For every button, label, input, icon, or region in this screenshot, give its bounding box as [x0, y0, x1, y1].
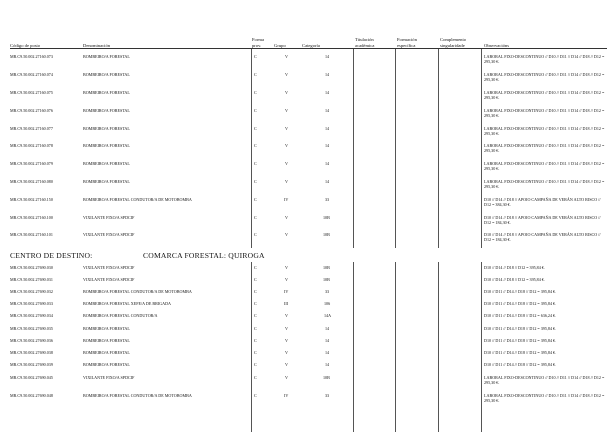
divider — [395, 262, 396, 432]
divider — [481, 262, 482, 432]
cell-denominacion: BOMBEIRO/A FORESTAL — [83, 362, 130, 367]
cell-forma: C — [254, 277, 257, 282]
cell-forma: C — [254, 197, 257, 202]
cell-codigo: MR.C9.50.002.27160.074 — [10, 72, 53, 77]
cell-forma: C — [254, 108, 257, 113]
cell-forma: C — [254, 72, 257, 77]
cell-denominacion: VIXILANTE FIXO/A SPDCIF — [83, 215, 135, 220]
section-heading — [10, 251, 265, 260]
cell-categoria: 33 — [325, 393, 330, 398]
cell-grupo: V — [285, 350, 288, 355]
cell-categoria: 10B — [323, 215, 330, 220]
cell-forma: C — [254, 289, 257, 294]
cell-forma: C — [254, 215, 257, 220]
cell-observacions: LABORAL FIXO-DESCONTINUO // D10 // D11 // D14 // D18 // D12 = 295,30 €. — [484, 54, 605, 64]
cell-denominacion: BOMBEIRO/A FORESTAL — [83, 326, 130, 331]
cell-forma: C — [254, 350, 257, 355]
header-titulacion — [355, 37, 374, 48]
cell-denominacion: BOMBEIRO/A FORESTAL — [83, 54, 130, 59]
cell-codigo: MR.C9.50.002.27160.077 — [10, 126, 53, 131]
header-forma-line2: prov. — [252, 42, 262, 48]
cell-forma: C — [254, 232, 257, 237]
cell-denominacion: VIXILANTE FIXO/A SPDCIF — [83, 232, 135, 237]
cell-observacions: D10 // D11 // D14 // D18 // D12 = 395,84 €. — [484, 362, 557, 367]
cell-denominacion: VIXILANTE FIXO/A SPDCIF — [83, 375, 135, 380]
cell-grupo: V — [285, 108, 288, 113]
cell-codigo: MR.C9.50.002.27690.036 — [10, 338, 53, 343]
cell-codigo: MR.C9.50.002.27160.100 — [10, 215, 53, 220]
header-forma-line1: Forma — [252, 37, 264, 43]
cell-forma: C — [254, 338, 257, 343]
cell-denominacion: BOMBEIRO/A FORESTAL — [83, 350, 130, 355]
header-observacions: Observacións — [484, 42, 510, 48]
section-value: COMARCA FORESTAL: QUIROGA — [143, 251, 265, 260]
cell-denominacion: BOMBEIRO/A FORESTAL — [83, 161, 130, 166]
cell-grupo: V — [285, 72, 288, 77]
cell-categoria: 14 — [325, 338, 330, 343]
cell-forma: C — [254, 143, 257, 148]
header-complemento-line2: singularidade — [440, 42, 465, 48]
cell-grupo: V — [285, 313, 288, 318]
cell-denominacion: BOMBEIRO/A FORESTAL CONDUTOR/A DE MOTOBOMBA — [83, 289, 192, 294]
cell-grupo: V — [285, 179, 288, 184]
cell-denominacion: BOMBEIRO/A FORESTAL — [83, 143, 130, 148]
cell-forma: C — [254, 126, 257, 131]
header-denominacion: Denominación — [83, 42, 111, 48]
cell-observacions: D10 // D11 // D14 // D18 // D12 = 395,84 €. — [484, 350, 557, 355]
cell-categoria: 14 — [325, 350, 330, 355]
header-categoria: Categoría — [302, 42, 320, 48]
cell-observacions: D10 // D14 // D18 // D12 = 395,84 €. — [484, 265, 545, 270]
cell-codigo: MR.C9.50.002.27690.038 — [10, 350, 53, 355]
divider — [481, 49, 482, 248]
divider — [251, 49, 252, 248]
cell-forma: C — [254, 362, 257, 367]
cell-categoria: 14 — [325, 72, 330, 77]
cell-observacions: D10 // D14 // D18 // APOIO CAMPAÑA DE VERÁN ALTO RISCO // D12 = 184,30 €. — [484, 215, 601, 225]
cell-grupo: V — [285, 126, 288, 131]
cell-categoria: 14 — [325, 90, 330, 95]
cell-forma: C — [254, 90, 257, 95]
cell-codigo: MR.C9.50.002.27690.035 — [10, 326, 53, 331]
cell-grupo: V — [285, 161, 288, 166]
cell-observacions: LABORAL FIXO-DESCONTINUO // D10 // D11 // D14 // D18 // D12 = 295,30 €. — [484, 108, 605, 118]
cell-observacions: D10 // D11 // D14 // D18 // D12 = 395,84 €. — [484, 289, 557, 294]
cell-grupo: V — [285, 277, 288, 282]
cell-categoria: 33 — [325, 289, 330, 294]
cell-grupo: III — [284, 301, 289, 306]
divider — [353, 262, 354, 432]
cell-observacions: LABORAL FIXO-DESCONTINUO // D10 // D11 // D14 // D18 // D12 = 295,30 €. — [484, 393, 605, 403]
cell-denominacion: BOMBEIRO/A FORESTAL XEFE/A DE BRIGADA — [83, 301, 171, 306]
cell-denominacion: VIXILANTE FIXO/A SPDCIF — [83, 277, 135, 282]
cell-grupo: V — [285, 143, 288, 148]
header-rule — [10, 48, 607, 49]
cell-codigo: MR.C9.50.002.27160.076 — [10, 108, 53, 113]
cell-codigo: MR.C9.50.002.27690.031 — [10, 277, 53, 282]
cell-categoria: 10B — [323, 265, 330, 270]
cell-forma: C — [254, 179, 257, 184]
cell-categoria: 14 — [325, 326, 330, 331]
cell-denominacion: BOMBEIRO/A FORESTAL — [83, 90, 130, 95]
header-codigo: Código de posto — [10, 42, 41, 48]
cell-observacions: D10 // D11 // D14 // D18 // D12 = 395,84 €. — [484, 326, 557, 331]
cell-forma: C — [254, 301, 257, 306]
cell-codigo: MR.C9.50.002.27690.045 — [10, 375, 53, 380]
section-label: CENTRO DE DESTINO: — [10, 251, 93, 260]
cell-categoria: 14 — [325, 54, 330, 59]
cell-denominacion: BOMBEIRO/A FORESTAL — [83, 338, 130, 343]
cell-observacions: LABORAL FIXO-DESCONTINUO // D10 // D11 // D14 // D18 // D12 = 295,30 €. — [484, 90, 605, 100]
header-formacion-line2: específica — [397, 42, 416, 48]
cell-grupo: IV — [284, 197, 289, 202]
divider — [438, 262, 439, 432]
cell-denominacion: VIXILANTE FIXO/A SPDCIF — [83, 265, 135, 270]
cell-observacions: D10 // D14 // D18 // APOIO CAMPAÑA DE VERÁN ALTO RISCO // D12 = 184,30 €. — [484, 232, 601, 242]
cell-codigo: MR.C9.50.002.27160.078 — [10, 143, 53, 148]
cell-grupo: V — [285, 265, 288, 270]
header-titulacion-line1: Titulación — [355, 37, 374, 43]
cell-observacions: D10 // D11 // D14 // D18 // D12 = 395,84 €. — [484, 338, 557, 343]
cell-denominacion: BOMBEIRO/A FORESTAL — [83, 179, 130, 184]
cell-grupo: V — [285, 54, 288, 59]
header-forma — [252, 37, 264, 48]
cell-codigo: MR.C9.50.002.27690.039 — [10, 362, 53, 367]
cell-categoria: 14 — [325, 143, 330, 148]
cell-grupo: IV — [284, 289, 289, 294]
cell-observacions: LABORAL FIXO-DESCONTINUO // D10 // D11 // D14 // D18 // D12 = 295,30 €. — [484, 375, 605, 385]
header-formacion-line1: Formación — [397, 37, 417, 43]
cell-denominacion: BOMBEIRO/A FORESTAL — [83, 72, 130, 77]
cell-codigo: MR.C9.50.002.27160.150 — [10, 197, 53, 202]
cell-codigo: MR.C9.50.002.27690.033 — [10, 301, 53, 306]
cell-denominacion: BOMBEIRO/A FORESTAL CONDUTOR/A DE MOTOBOMBA — [83, 393, 192, 398]
cell-forma: C — [254, 326, 257, 331]
cell-observacions: LABORAL FIXO-DESCONTINUO // D10 // D11 // D14 // D18 // D12 = 295,30 €. — [484, 161, 605, 171]
cell-codigo: MR.C9.50.002.27690.048 — [10, 393, 53, 398]
cell-denominacion: BOMBEIRO/A FORESTAL — [83, 126, 130, 131]
cell-denominacion: BOMBEIRO/A FORESTAL — [83, 108, 130, 113]
cell-categoria: 106 — [324, 301, 331, 306]
cell-categoria: 33 — [325, 197, 330, 202]
cell-grupo: V — [285, 375, 288, 380]
cell-grupo: V — [285, 215, 288, 220]
divider — [353, 49, 354, 248]
cell-categoria: 10B — [323, 277, 330, 282]
cell-codigo: MR.C9.50.002.27690.030 — [10, 265, 53, 270]
cell-codigo: MR.C9.50.002.27690.034 — [10, 313, 53, 318]
cell-grupo: V — [285, 362, 288, 367]
cell-categoria: 10B — [323, 375, 330, 380]
header-titulacion-line2: académica — [355, 42, 375, 48]
cell-observacions: LABORAL FIXO-DESCONTINUO // D10 // D11 // D14 // D18 // D12 = 295,30 €. — [484, 179, 605, 189]
cell-codigo: MR.C9.50.002.27160.101 — [10, 232, 53, 237]
cell-categoria: 14 — [325, 362, 330, 367]
header-complemento-line1: Complemento — [440, 37, 467, 43]
cell-categoria: 10B — [323, 232, 330, 237]
cell-forma: C — [254, 54, 257, 59]
cell-categoria: 14 — [325, 126, 330, 131]
table-header — [0, 0, 615, 50]
cell-categoria: 14 — [325, 179, 330, 184]
cell-observacions: LABORAL FIXO-DESCONTINUO // D10 // D11 // D14 // D18 // D12 = 295,30 €. — [484, 143, 605, 153]
cell-forma: C — [254, 375, 257, 380]
divider — [395, 49, 396, 248]
cell-forma: C — [254, 313, 257, 318]
header-complemento — [440, 37, 466, 48]
cell-codigo: MR.C9.50.002.27160.080 — [10, 179, 53, 184]
cell-grupo: V — [285, 338, 288, 343]
cell-denominacion: BOMBEIRO/A FORESTAL CONDUTOR/A — [83, 313, 158, 318]
cell-categoria: 14A — [324, 313, 332, 318]
header-grupo: Grupo — [274, 42, 286, 48]
divider — [251, 262, 252, 432]
cell-observacions: D10 // D11 // D14 // D18 // D12 = 636,24 €. — [484, 313, 557, 318]
cell-observacions: D10 // D14 // D18 // D12 = 395,84 €. — [484, 277, 545, 282]
cell-observacions: LABORAL FIXO-DESCONTINUO // D10 // D11 // D14 // D18 // D12 = 295,30 €. — [484, 126, 605, 136]
cell-codigo: MR.C9.50.002.27160.073 — [10, 54, 53, 59]
cell-codigo: MR.C9.50.002.27160.079 — [10, 161, 53, 166]
cell-forma: C — [254, 265, 257, 270]
cell-codigo: MR.C9.50.002.27160.075 — [10, 90, 53, 95]
cell-observacions: LABORAL FIXO-DESCONTINUO // D10 // D11 // D14 // D18 // D12 = 295,30 €. — [484, 72, 605, 82]
cell-observacions: D10 // D11 // D14 // D18 // D12 = 395,84 €. — [484, 301, 557, 306]
cell-categoria: 14 — [325, 161, 330, 166]
cell-grupo: IV — [284, 393, 289, 398]
cell-categoria: 14 — [325, 108, 330, 113]
cell-denominacion: BOMBEIRO/A FORESTAL CONDUTOR/A DE MOTOBOMBA — [83, 197, 192, 202]
cell-observacions: D10 // D14 // D18 // APOIO CAMPAÑA DE VERÁN ALTO RISCO // D12 = 384,30 €. — [484, 197, 601, 207]
header-formacion — [397, 37, 417, 48]
cell-codigo: MR.C9.50.002.27690.032 — [10, 289, 53, 294]
cell-grupo: V — [285, 326, 288, 331]
cell-forma: C — [254, 393, 257, 398]
cell-grupo: V — [285, 90, 288, 95]
cell-grupo: V — [285, 232, 288, 237]
divider — [438, 49, 439, 248]
cell-forma: C — [254, 161, 257, 166]
